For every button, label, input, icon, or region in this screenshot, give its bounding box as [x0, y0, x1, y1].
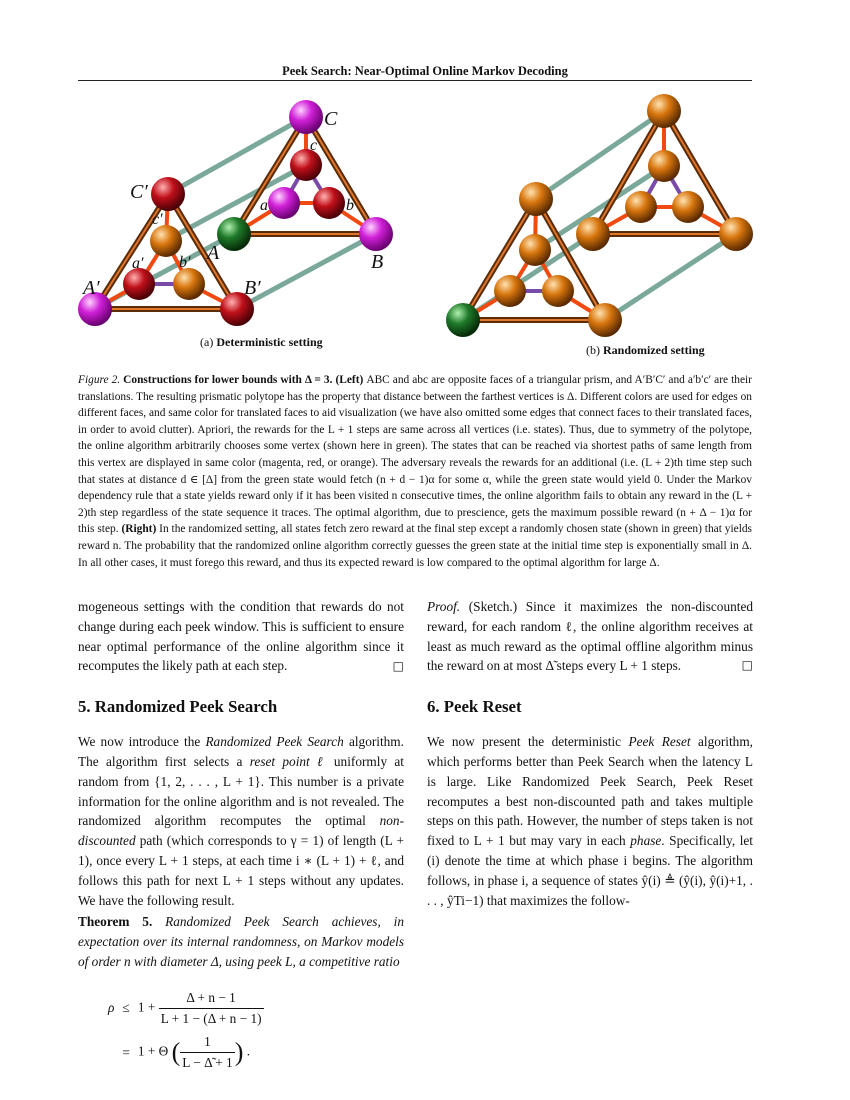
rnode-4 — [672, 191, 704, 223]
label-Bp: B′ — [244, 277, 261, 299]
label-B: B — [371, 251, 384, 273]
section-5-heading: 5. Randomized Peek Search — [78, 697, 278, 717]
rnode-10 — [542, 275, 574, 307]
paragraph: We now introduce the Randomized Peek Search algorithm. The algorithm first selects a reset point ℓ uniformly at random from {1, 2, . . . , L + 1}. This number is a private information for the online algorithm and is not revealed. The randomized algorithm recomputes the optimal non-discounted path (which corresponds to γ = 1) of length (L + 1), once every L + 1 steps, at each time i ∗ (L + 1) + ℓ, and follows this path for next L + 1 steps without any updates. We have the following result. — [78, 734, 405, 908]
label-a: a — [260, 197, 268, 214]
figure-caption: Figure 2. Constructions for lower bounds with Δ = 3. (Left) ABC and abc are opposite faces of a triangular prism, and A′B′C′ and a′b′c′ are their translations. The resulting prismatic polytope has the property that distance between the farthest vertices is Δ. Different colors are used for edges on different faces, and same color for translated faces to aid visualization (we have also omitted some edges that connect faces to their translated faces, in order to avoid clutter). Apriori, the rewards for the L + 1 steps are same across all vertices (i.e. states). Thus, due to symmetry of the polytope, the online algorithm arbitrarily chooses some vertex (shown here in green). The states that can be reached via shortest paths of same length from this vertex are displayed in same color (magenta, red, or orange). The adversary reveals the rewards for an additional (i.e. (L + 2)th time step such that states at distance d ∈ [Δ] from the green state would fetch (n + d − 1)α for some α, while the green state would yield 0. Under the Markov dependency rule that a state yields reward only if it has been visited n consecutive times, the online algorithm fails to obtain any reward in the (L + 2)th step regardless of the state sequence it traces. The optimal algorithm, due to prescience, gets the maximum possible reward (n + Δ − 1)α for this step. (Right) In the randomized setting, all states fetch zero reward at the final step except a randomly chosen state (shown in green) that yields reward n. The probability that the randomized online algorithm correctly guesses the green state at the initial time step is exponentially small in Δ. In all other cases, it must forego this reward, and thus its expected reward is low compared to the optimal algorithm for large Δ. — [78, 374, 752, 569]
theorem-5: Theorem 5. Randomized Peek Search achieves, in expectation over its internal randomness, on Markov models of order n with diameter Δ, using peek L, a competitive ratio — [78, 914, 404, 969]
rnode-1 — [647, 94, 681, 128]
node-bp — [173, 268, 205, 300]
label-b: b — [346, 197, 354, 214]
section-6-heading: 6. Peek Reset — [427, 697, 522, 717]
rnode-8 — [519, 234, 551, 266]
paragraph: We now present the deterministic Peek Reset algorithm, which performs better than Peek Search when the latency L is large. Like Randomized Peek Search, Peek Reset recomputes a best non-discounted path and takes multiple steps on this path. However, the number of steps taken is not fixed to L + 1 but may vary in each phase. Specifically, let (i) denote the time at which phase i begins. The algorithm follows, in phase i, a sequence of states ŷ(i) ≜ (ŷ(i), ŷ(i)+1, . . . , ŷTi−1) that maximizes the follow- — [427, 734, 753, 908]
equation: ρ ≤ 1 + $\frac{\Delta + n - 1}{L + 1 - (\Delta + n - 1)}$ = 1 + Θ ( $\frac{1}{L - \Deltã + 1}$ ) . — [108, 989, 262, 1071]
node-ap — [123, 268, 155, 300]
label-Cp: C′ — [130, 181, 148, 203]
qed-symbol: □ — [741, 658, 753, 673]
subcaption-a: (a) Deterministic setting — [200, 335, 323, 349]
left-column — [78, 597, 404, 1075]
node-b — [313, 187, 345, 219]
deterministic-figure — [78, 100, 393, 326]
label-ap: a′ — [132, 255, 144, 272]
label-c: c — [310, 137, 318, 154]
rnode-6 — [719, 217, 753, 251]
label-Ap: A′ — [83, 277, 100, 299]
label-bp: b′ — [179, 254, 191, 271]
rnode-12 — [588, 303, 622, 337]
node-a — [268, 187, 300, 219]
node-C — [289, 100, 323, 134]
label-C: C — [324, 108, 338, 130]
figure-2 — [0, 0, 850, 370]
randomized-figure — [446, 94, 753, 337]
node-c — [290, 149, 322, 181]
node-B — [359, 217, 393, 251]
right-column — [427, 597, 753, 910]
qed-symbol: □ — [392, 659, 404, 674]
rnode-5 — [576, 217, 610, 251]
subcaption-b: (b) Randomized setting — [586, 343, 705, 357]
rnode-2 — [648, 150, 680, 182]
paragraph: mogeneous settings with the condition that rewards do not change during each peek window. This is sufficient to ensure near optimal performance of the online algorithm since it recomputes the likely path at each step. — [78, 599, 404, 674]
rnode-9 — [494, 275, 526, 307]
node-cp — [150, 225, 182, 257]
proof-paragraph: Proof. (Sketch.) Since it maximizes the non-discounted reward, for each random ℓ, the online algorithm receives at least as much reward as the optimal offline algorithm minus the reward on at most Δ̃ steps every L + 1 steps. □ — [427, 597, 753, 676]
node-Cp — [151, 177, 185, 211]
label-cp: c′ — [152, 211, 163, 228]
rnode-green — [446, 303, 480, 337]
running-header: Peek Search: Near-Optimal Online Markov Decoding — [282, 64, 568, 78]
rnode-3 — [625, 191, 657, 223]
rnode-7 — [519, 182, 553, 216]
label-A: A — [207, 242, 220, 264]
node-A — [217, 217, 251, 251]
